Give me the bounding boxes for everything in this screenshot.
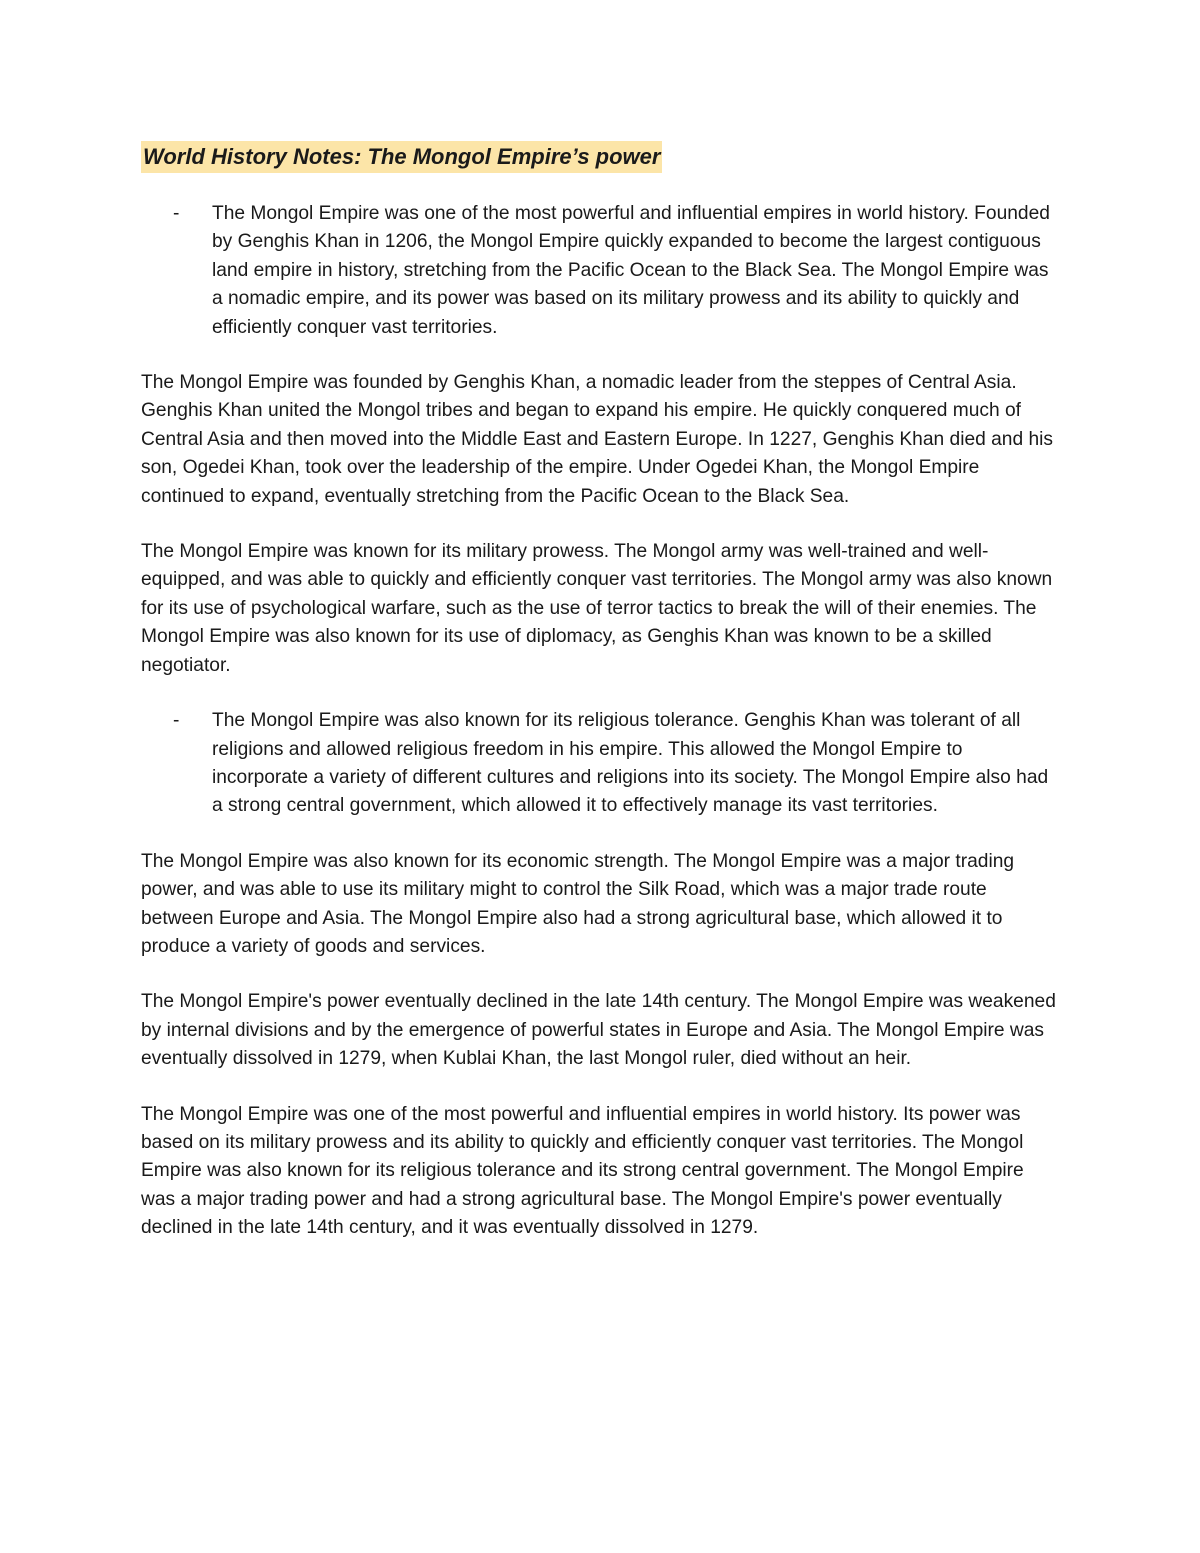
paragraph: The Mongol Empire's power eventually declined in the late 14th century. The Mongol Empire was weakened by internal divisions and by the emergence of powerful states in Europe and Asia. The Mongol Empire was eventually dissolved in 1279, when Kublai Khan, the last Mongol ruler, died without an heir. (141, 991, 1056, 1070)
bullet-item (141, 707, 1061, 821)
paragraph: The Mongol Empire was known for its military prowess. The Mongol army was well-trained and well-equipped, and was able to quickly and efficiently conquer vast territories. The Mongol army was also known for its use of psychological warfare, such as the use of terror tactics to break the will of their enemies. The Mongol Empire was also known for its use of diplomacy, as Genghis Khan was known to be a skilled negotiator. (141, 541, 1053, 676)
paragraph: The Mongol Empire was one of the most powerful and influential empires in world history. Its power was based on its military prowess and its ability to quickly and efficiently conquer vast territories. The Mongol Empire was also known for its religious tolerance and its strong central government. The Mongol Empire was a major trading power and had a strong agricultural base. The Mongol Empire's power eventually declined in the late 14th century, and it was eventually dissolved in 1279. (141, 1103, 1024, 1239)
paragraph: The Mongol Empire was also known for its economic strength. The Mongol Empire was a major trading power, and was able to use its military might to control the Silk Road, which was a major trade route between Europe and Asia. The Mongol Empire also had a strong agricultural base, which allowed it to produce a variety of goods and services. (141, 850, 1015, 957)
bullet-text: The Mongol Empire was also known for its religious tolerance. Genghis Khan was tolerant of all religions and allowed religious freedom in his empire. This allowed the Mongol Empire to incorporate a variety of different cultures and religions into its society. The Mongol Empire also had a strong central government, which allowed it to effectively manage its vast territories. (212, 710, 1049, 817)
paragraph: The Mongol Empire was founded by Genghis Khan, a nomadic leader from the steppes of Central Asia. Genghis Khan united the Mongol tribes and began to expand his empire. He quickly conquered much of Central Asia and then moved into the Middle East and Eastern Europe. In 1227, Genghis Khan died and his son, Ogedei Khan, took over the leadership of the empire. Under Ogedei Khan, the Mongol Empire continued to expand, eventually stretching from the Pacific Ocean to the Black Sea. (141, 372, 1054, 507)
bullet-dash: - (173, 710, 180, 732)
bullet-text: The Mongol Empire was one of the most powerful and influential empires in world history. Founded by Genghis Khan in 1206, the Mongol Empire quickly expanded to become the largest contiguous land empire in history, stretching from the Pacific Ocean to the Black Sea. The Mongol Empire was a nomadic empire, and its power was based on its military prowess and its ability to quickly and efficiently conquer vast territories. (212, 203, 1050, 338)
bullet-item (141, 200, 1061, 342)
bullet-dash: - (173, 203, 180, 224)
document-body (141, 200, 1061, 1270)
document-title: World History Notes: The Mongol Empire’s power (141, 141, 662, 173)
